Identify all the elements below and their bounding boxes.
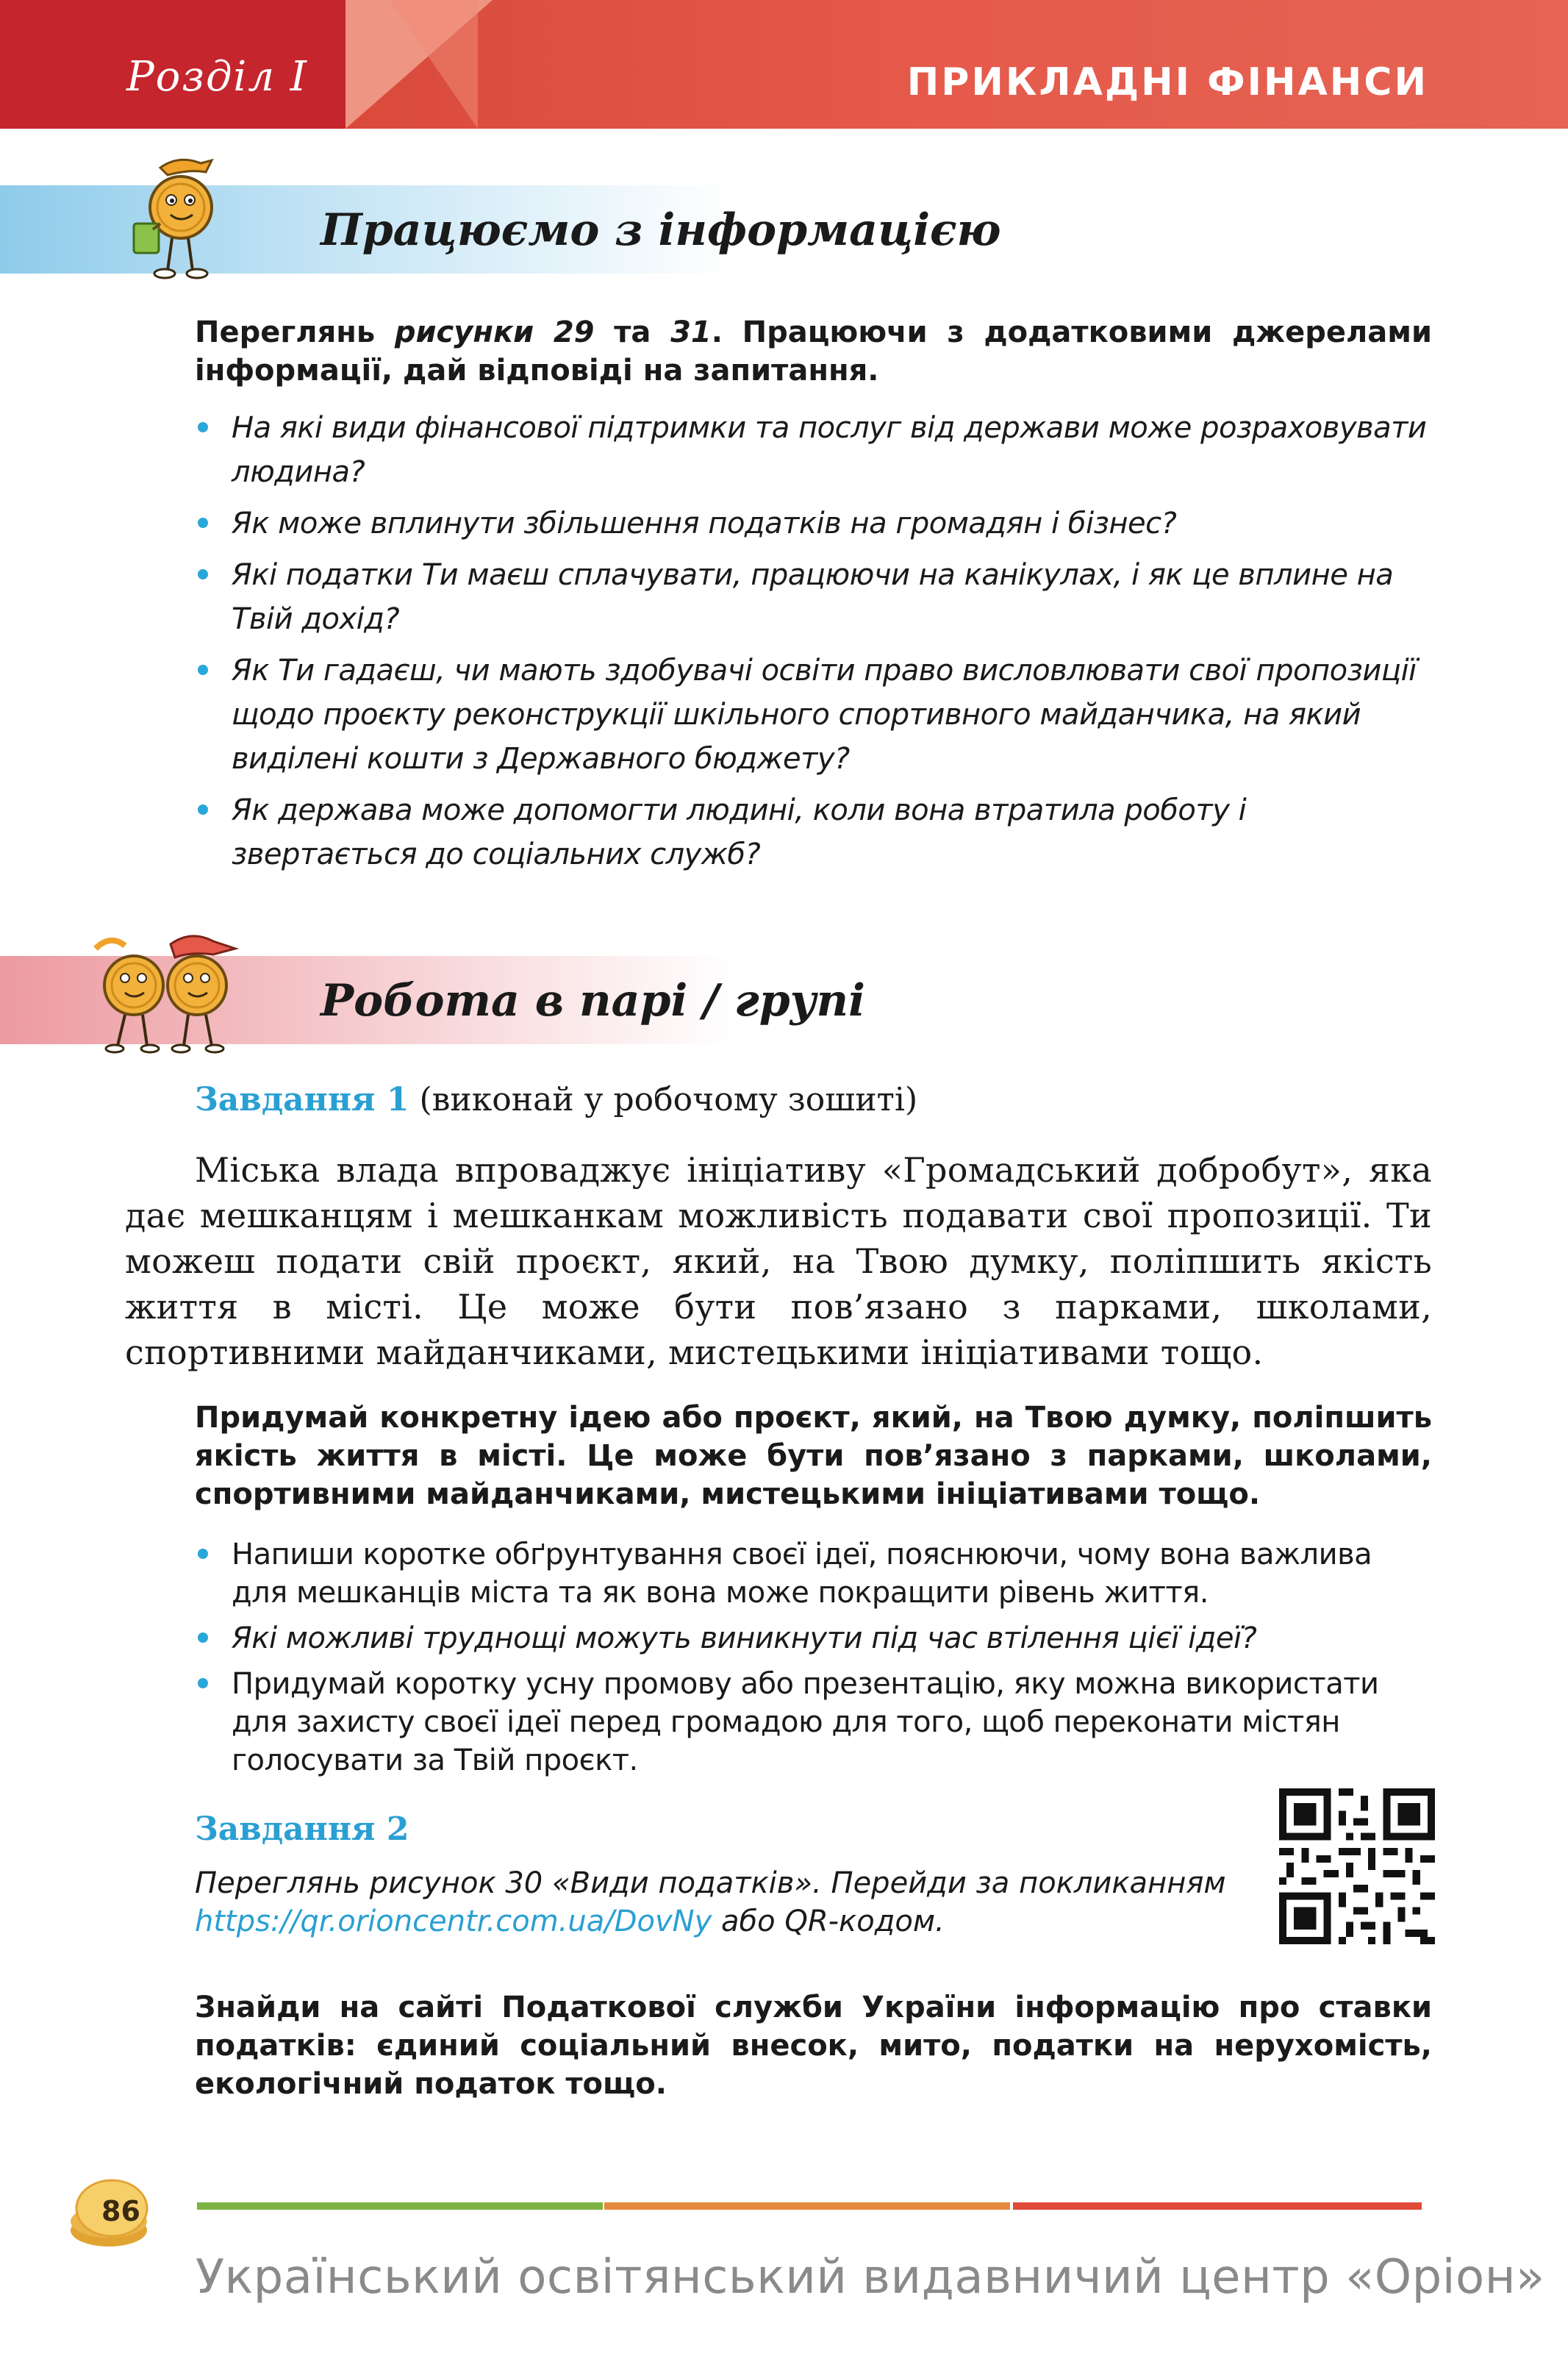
section1-instruction: Переглянь рисунки 29 та 31. Працюючи з додатковими джерелами інформації, дай відповіді на запитання.: [195, 315, 1432, 388]
task1-paragraph: Міська влада впроваджує ініціативу «Громадський добробут», яка дає мешканцям і мешканкам можливість подавати свої пропозиції. Ти можеш подати свій проєкт, який, на Твою думку, поліпшить якість життя в місті. Це може бути пов’язано з парками, школами, спортивними майданчиками, мистецькими ініціативами тощо.: [125, 1150, 1432, 1372]
bullet-icon: [198, 569, 208, 579]
task1-items: [195, 1535, 1432, 1787]
header-decoration-2: [390, 0, 478, 129]
book-title: ПРИКЛАДНІ ФІНАНСИ: [906, 60, 1428, 104]
list-item: Як Ти гадаєш, чи мають здобувачі освіти право висловлювати свої пропозиції щодо проєкту реконструкції шкільного спортивного майданчика, на який виділені кошти з Державного бюджету?: [195, 649, 1432, 781]
list-item: Придумай коротку усну промову або презентацію, яку можна використати для захисту своєї ідеї перед громадою для того, щоб переконати містян голосувати за Твій проєкт.: [195, 1665, 1432, 1780]
task2-instruction: Знайди на сайті Податкової служби України інформацію про ставки податків: єдиний соціальний внесок, мито, податки на нерухомість, екологічний податок тощо.: [195, 1991, 1432, 2101]
bullet-icon: [198, 518, 208, 528]
task1-instruction: Придумай конкретну ідею або проєкт, який, на Твою думку, поліпшить якість життя в місті. Це може бути пов’язано з парками, школами, спортивними майданчиками, мистецькими ініціативами тощо.: [195, 1401, 1432, 1511]
list-item: На які види фінансової підтримки та послуг від держави може розраховувати людина?: [195, 406, 1432, 494]
coin-mascot-icon: [109, 147, 241, 294]
task2-link[interactable]: https://qr.orioncentr.com.ua/DovNy: [195, 1905, 712, 1938]
list-item: Як держава може допомогти людині, коли вона втратила роботу і звертається до соціальних служб?: [195, 788, 1432, 877]
footer-bar-green: [197, 2202, 603, 2210]
task2-heading: Завдання 2: [195, 1810, 409, 1848]
list-item: Які можливі труднощі можуть виникнути під час втілення цієї ідеї?: [195, 1619, 1432, 1657]
qr-code-icon[interactable]: [1279, 1788, 1435, 1944]
bullet-icon: [198, 1549, 208, 1559]
section-title-info: Працюємо з інформацією: [321, 204, 1001, 256]
questions-list: [195, 406, 1432, 884]
footer-bar-red: [1013, 2202, 1422, 2210]
list-item: Які податки Ти маєш сплачувати, працюючи на канікулах, і як це вплине на Твій дохід?: [195, 553, 1432, 641]
section-label: Розділ I: [126, 53, 308, 101]
task1-heading: Завдання 1 (виконай у робочому зошиті): [195, 1081, 918, 1118]
two-coin-mascots-icon: [81, 919, 257, 1066]
bullet-icon: [198, 422, 208, 432]
footer-bar-orange: [604, 2202, 1010, 2210]
bullet-icon: [198, 1678, 208, 1688]
section-title-group: Робота в парі / групі: [321, 975, 865, 1027]
bullet-icon: [198, 1632, 208, 1643]
page-number: 86: [101, 2195, 140, 2227]
publisher-name: Український освітянський видавничий центр «Оріон»: [196, 2250, 1545, 2305]
list-item: Як може вплинути збільшення податків на громадян і бізнес?: [195, 502, 1432, 546]
task2-paragraph: Переглянь рисунок 30 «Види податків». Перейди за покликанням https://qr.orioncentr.com.ua/DovNy або QR-кодом.: [195, 1866, 1226, 1938]
list-item: Напиши коротке обґрунтування своєї ідеї, пояснюючи, чому вона важлива для мешканців міста та як вона може покращити рівень життя.: [195, 1535, 1432, 1612]
bullet-icon: [198, 804, 208, 815]
bullet-icon: [198, 665, 208, 675]
